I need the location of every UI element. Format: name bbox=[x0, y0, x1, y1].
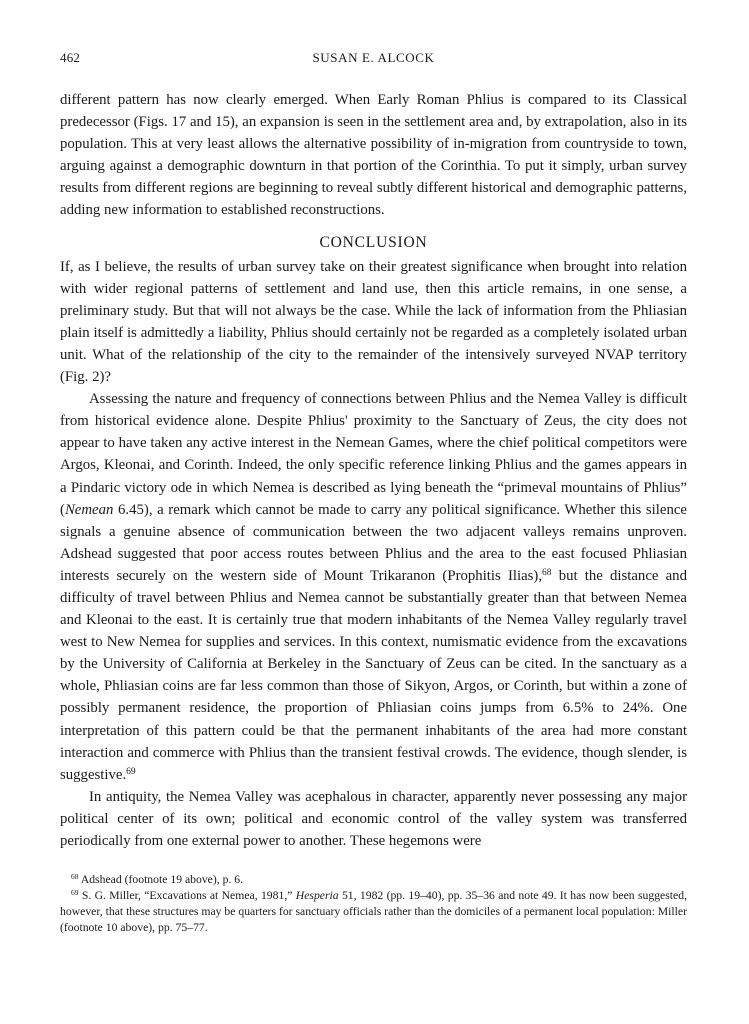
footnote-68 bbox=[60, 872, 687, 888]
footnote-ref-69[interactable]: 69 bbox=[126, 766, 136, 777]
footnote-ref-68[interactable]: 68 bbox=[542, 567, 552, 578]
paragraph-continued: different pattern has now clearly emerged. When Early Roman Phlius is compared to its Classical predecessor (Figs. 17 and 15), an expansion is seen in the settlement area and, by extrapolation, also in its population. This at very least allows the alternative possibility of in-migration from countryside to town, arguing against a demographic downturn in that portion of the Corinthia. To put it simply, urban survey results from different regions are beginning to reveal subtly different historical and demographic patterns, adding new information to established reconstructions. bbox=[60, 92, 687, 219]
paragraph-text: but the distance and difficulty of travel between Phlius and Nemea cannot be substantially greater than that between Nemea and Kleonai to the east. It is certainly true that modern inhabitants of the Nemea Valley regularly travel west to New Nemea for supplies and services. In this context, numismatic evidence from the excavations by the University of California at Berkeley in the Sanctuary of Zeus can be cited. In the sanctuary as a whole, Phliasian coins are far less common than those of Sikyon, Argos, or Corinth, but within a zone of possibly permanent residence, the proportion of Phliasian coins jumps from 6.5% to 24%. One interpretation of this pattern could be that the permanent inhabitants of the area had more constant interaction and commerce with Phlius than the transient festival crowds. The evidence, though slender, is suggestive. bbox=[60, 567, 687, 783]
footnote-text: S. G. Miller, “Excavations at Nemea, 1981,” bbox=[78, 889, 296, 903]
paragraph-text: 6.45), a remark which cannot be made to carry any political significance. Whether this silence signals a genuine absence of communication between the two adjacent valleys remains unproven. Adshead suggested that poor access routes between Phlius and the area to the east focused Phliasian interests securely on the western side of Mount Trikaranon (Prophitis Ilias), bbox=[60, 501, 687, 584]
paragraph-conclusion-intro: If, as I believe, the results of urban survey take on their greatest significance when brought into relation with wider regional patterns of settlement and land use, then this article remains, in one sense, a preliminary study. But that will not always be the case. While the lack of information from the Phliasian plain itself is admittedly a liability, Phlius should certainly not be regarded as a completely isolated urban unit. What of the relationship of the city to the remainder of the intensively surveyed NVAP territory (Fig. 2)? bbox=[60, 258, 687, 386]
footnote-text: 51, 1982 (pp. 19–40), pp. 35–36 and note 49. It has now been suggested, however, that these structures may be quarters for sanctuary officials rather than the domiciles of a permanent local population: Miller (footnote 10 above), pp. 75–77. bbox=[60, 889, 687, 935]
footnotes bbox=[60, 872, 687, 936]
citation-nemean: Nemean bbox=[64, 501, 114, 518]
page-number: 462 bbox=[60, 50, 81, 65]
footnote-number: 68 bbox=[71, 872, 79, 882]
paragraph-text: Assessing the nature and frequency of connections between Phlius and the Nemea Valley is difficult from historical evidence alone. Despite Phlius' proximity to the Sanctuary of Zeus, the city does not appear to have taken any active interest in the Nemean Games, where the chief political competitors were Argos, Kleonai, and Corinth. Indeed, the only specific reference linking Phlius and the games appears in a Pindaric victory ode in which Nemea is described as lying beneath the “primeval mountains of Phlius” ( bbox=[60, 391, 687, 518]
paragraph-phlius-nemea bbox=[60, 388, 687, 786]
footnote-number: 69 bbox=[71, 888, 79, 898]
running-head bbox=[60, 50, 687, 70]
running-head-author: SUSAN E. ALCOCK bbox=[312, 50, 435, 65]
footnote-text: Adshead (footnote 19 above), p. 6. bbox=[78, 873, 244, 887]
paragraph-acephalous: In antiquity, the Nemea Valley was acephalous in character, apparently never possessing any major political center of its own; political and economic control of the valley system was transferred periodically from one external power to another. These hegemons were bbox=[60, 788, 687, 849]
page bbox=[60, 50, 687, 936]
section-heading: CONCLUSION bbox=[319, 233, 428, 251]
body-text bbox=[60, 89, 687, 852]
footnote-69 bbox=[60, 888, 687, 936]
journal-title: Hesperia bbox=[295, 889, 339, 903]
